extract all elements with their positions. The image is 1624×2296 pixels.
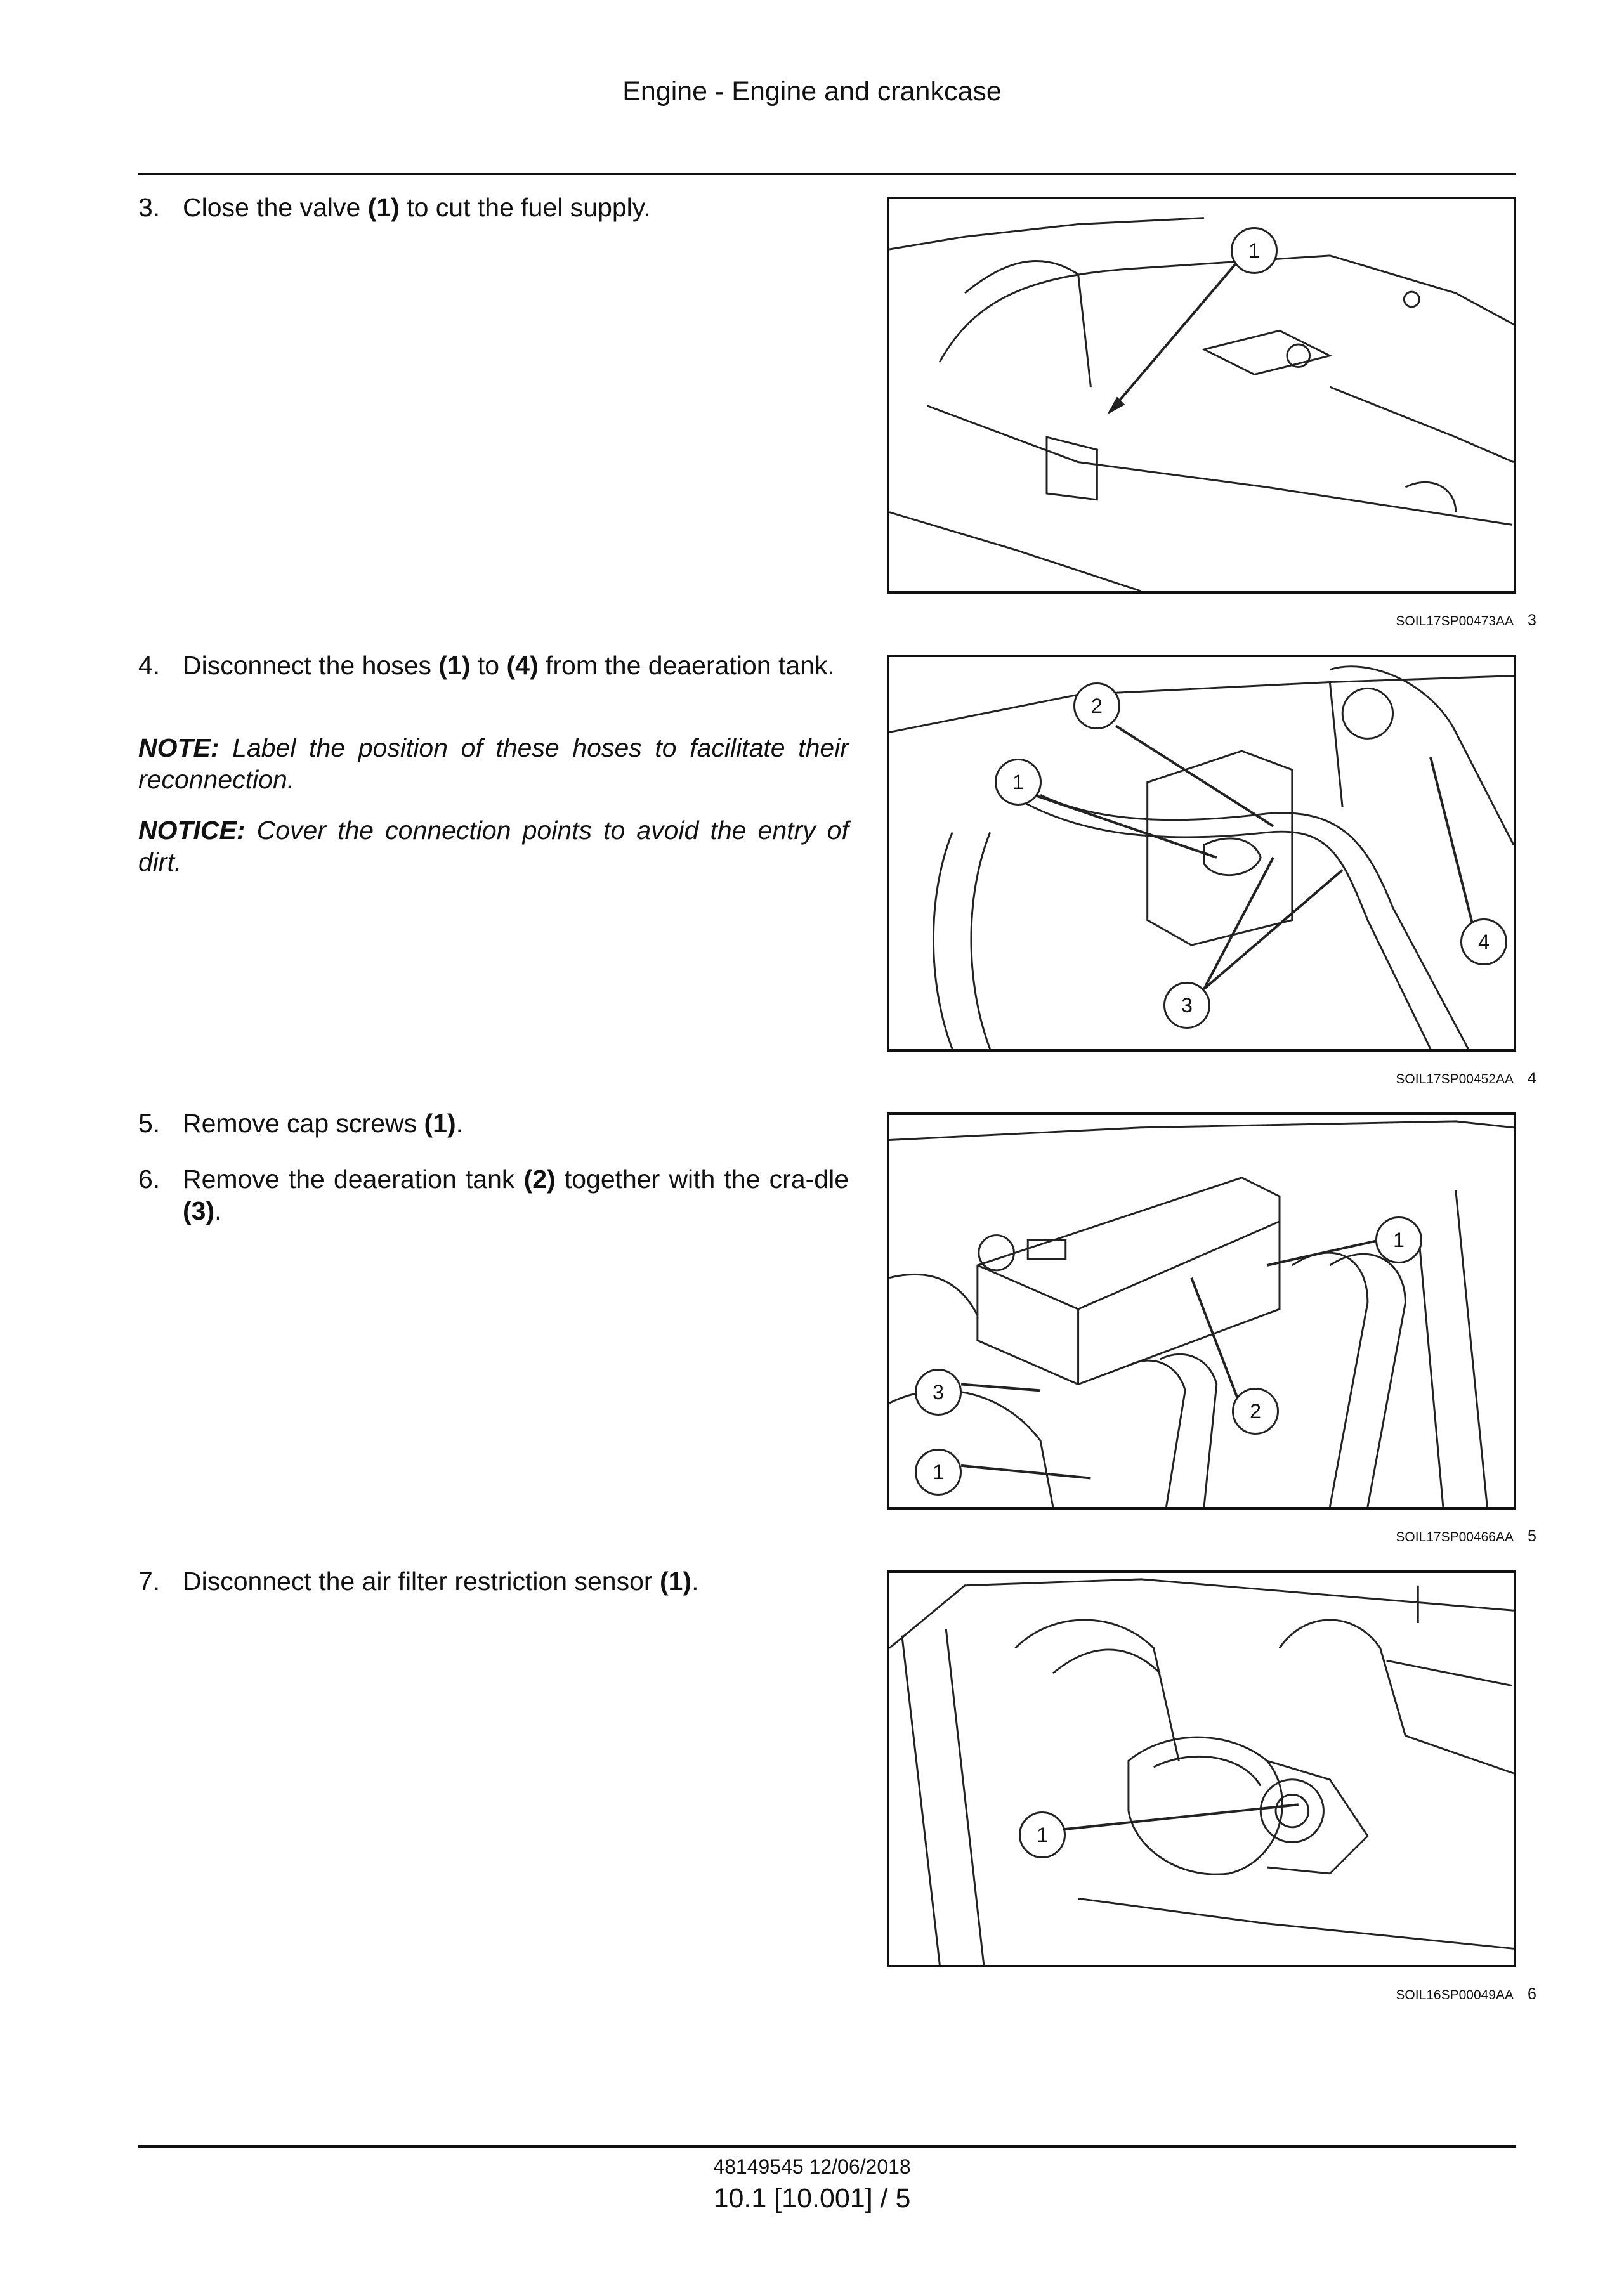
step-7	[138, 1565, 849, 1597]
footer-document-number: 48149545 12/06/2018	[713, 2155, 911, 2178]
step-number: 7.	[138, 1567, 160, 1596]
step-text: Close the valve (1) to cut the fuel supply.	[183, 193, 651, 222]
callout-4: 4	[1460, 918, 1507, 965]
page-header-title: Engine - Engine and crankcase	[622, 76, 1002, 107]
figure-3-code: SOIL17SP00473AA	[1396, 614, 1514, 629]
header-rule	[138, 173, 1516, 175]
figure-6-image	[887, 1570, 1516, 1967]
callout-2: 2	[1232, 1388, 1279, 1435]
step-number: 4.	[138, 651, 160, 680]
step-number: 6.	[138, 1164, 160, 1194]
callout-1: 1	[1231, 227, 1278, 274]
figure-5-number: 5	[1528, 1527, 1536, 1545]
callout-1: 1	[1375, 1216, 1422, 1263]
step-3	[138, 192, 849, 223]
figure-5-code: SOIL17SP00466AA	[1396, 1530, 1514, 1544]
step-number: 5.	[138, 1109, 160, 1138]
callout-2: 2	[1073, 682, 1120, 729]
figure-4-image	[887, 655, 1516, 1052]
footer-rule	[138, 2145, 1516, 2148]
figure-6-code: SOIL16SP00049AA	[1396, 1988, 1514, 2002]
figure-3-number: 3	[1528, 611, 1536, 629]
step-text: Disconnect the air filter restriction sensor (1).	[183, 1567, 699, 1596]
figure-6-number: 6	[1528, 1985, 1536, 2003]
figure-5-image	[887, 1112, 1516, 1510]
step-text: Disconnect the hoses (1) to (4) from the deaeration tank.	[183, 651, 835, 680]
callout-1: 1	[1019, 1811, 1066, 1858]
callout-1: 1	[995, 759, 1042, 806]
figure-3-image	[887, 197, 1516, 594]
step-text: Remove the deaeration tank (2) together with the cra-dle (3).	[183, 1164, 849, 1225]
note-label-hoses: NOTE: Label the position of these hoses to facilitate their reconnection.	[138, 733, 849, 794]
callout-3: 3	[915, 1369, 962, 1416]
notice-cover-connections: NOTICE: Cover the connection points to avoid the entry of dirt.	[138, 816, 849, 877]
step-text: Remove cap screws (1).	[183, 1109, 464, 1138]
callout-1: 1	[915, 1449, 962, 1496]
figure-4-number: 4	[1528, 1069, 1536, 1087]
step-number: 3.	[138, 193, 160, 222]
step-4	[138, 649, 849, 681]
figure-4-code: SOIL17SP00452AA	[1396, 1072, 1514, 1086]
footer-page-number: 10.1 [10.001] / 5	[713, 2183, 911, 2214]
step-5	[138, 1107, 849, 1139]
callout-3: 3	[1163, 982, 1210, 1029]
step-6	[138, 1163, 849, 1227]
